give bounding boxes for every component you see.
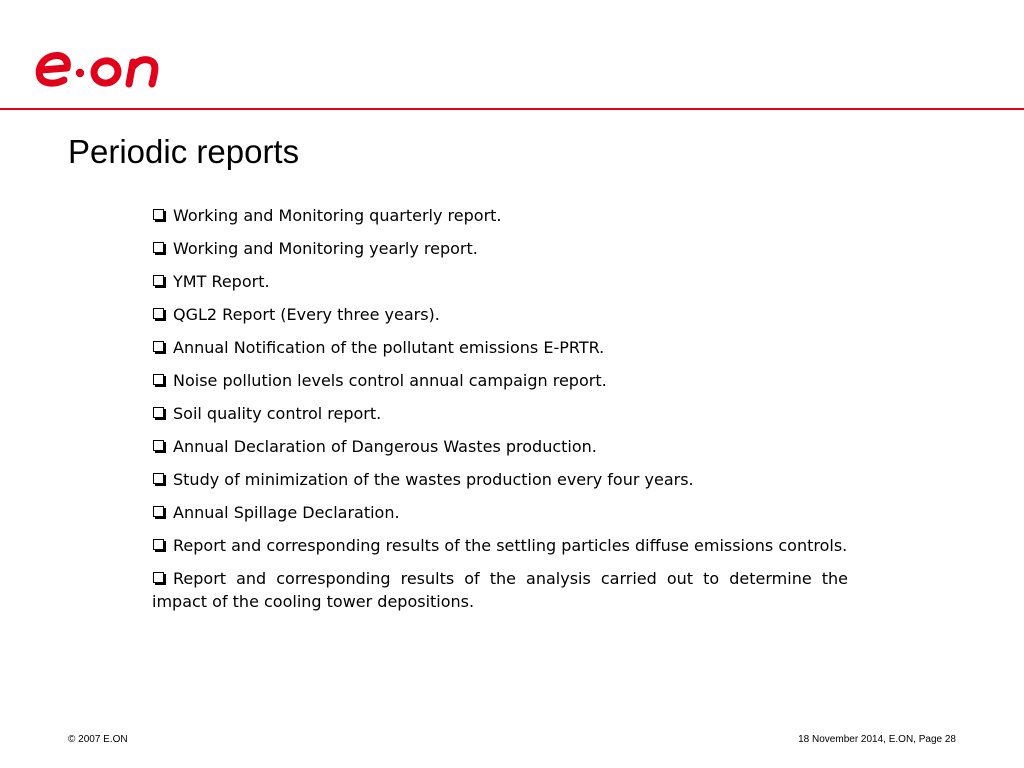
checkbox-bullet-icon (153, 275, 164, 286)
checkbox-bullet-icon (153, 242, 164, 253)
eon-logo-mark (33, 44, 173, 92)
list-item (152, 336, 848, 359)
checkbox-bullet-icon (153, 209, 164, 220)
list-item (152, 501, 848, 524)
list-item-text: Annual Notification of the pollutant emissions E-PRTR. (173, 338, 605, 357)
list-item (152, 204, 848, 227)
list-item-text: Study of minimization of the wastes production every four years. (173, 470, 694, 489)
list-item-text: Report and corresponding results of the analysis carried out to determine the impact of the cooling tower depositions. (152, 569, 848, 611)
list-item (152, 567, 848, 613)
list-item (152, 303, 848, 326)
list-item (152, 534, 848, 557)
list-item-text: QGL2 Report (Every three years). (173, 305, 440, 324)
checkbox-bullet-icon (153, 539, 164, 550)
list-item (152, 270, 848, 293)
list-item (152, 402, 848, 425)
list-item-text: Soil quality control report. (173, 404, 382, 423)
checkbox-bullet-icon (153, 440, 164, 451)
list-item-text: Working and Monitoring yearly report. (173, 239, 478, 258)
list-item-text: Noise pollution levels control annual campaign report. (173, 371, 607, 390)
footer-date-page: 18 November 2014, E.ON, Page 28 (798, 734, 956, 745)
list-item (152, 237, 848, 260)
checkbox-bullet-icon (153, 572, 164, 583)
eon-logo (33, 44, 173, 92)
list-item-text: Annual Declaration of Dangerous Wastes production. (173, 437, 597, 456)
checkbox-bullet-icon (153, 308, 164, 319)
report-list (152, 204, 848, 623)
footer-copyright: © 2007 E.ON (68, 734, 128, 745)
checkbox-bullet-icon (153, 341, 164, 352)
header-divider (0, 108, 1024, 110)
list-item-text: Report and corresponding results of the settling particles diffuse emissions controls. (173, 536, 848, 555)
slide-title: Periodic reports (68, 133, 300, 170)
checkbox-bullet-icon (153, 407, 164, 418)
list-item (152, 468, 848, 491)
checkbox-bullet-icon (153, 506, 164, 517)
list-item (152, 435, 848, 458)
checkbox-bullet-icon (153, 374, 164, 385)
list-item-text: YMT Report. (173, 272, 270, 291)
list-item-text: Annual Spillage Declaration. (173, 503, 400, 522)
checkbox-bullet-icon (153, 473, 164, 484)
list-item-text: Working and Monitoring quarterly report. (173, 206, 502, 225)
list-item (152, 369, 848, 392)
